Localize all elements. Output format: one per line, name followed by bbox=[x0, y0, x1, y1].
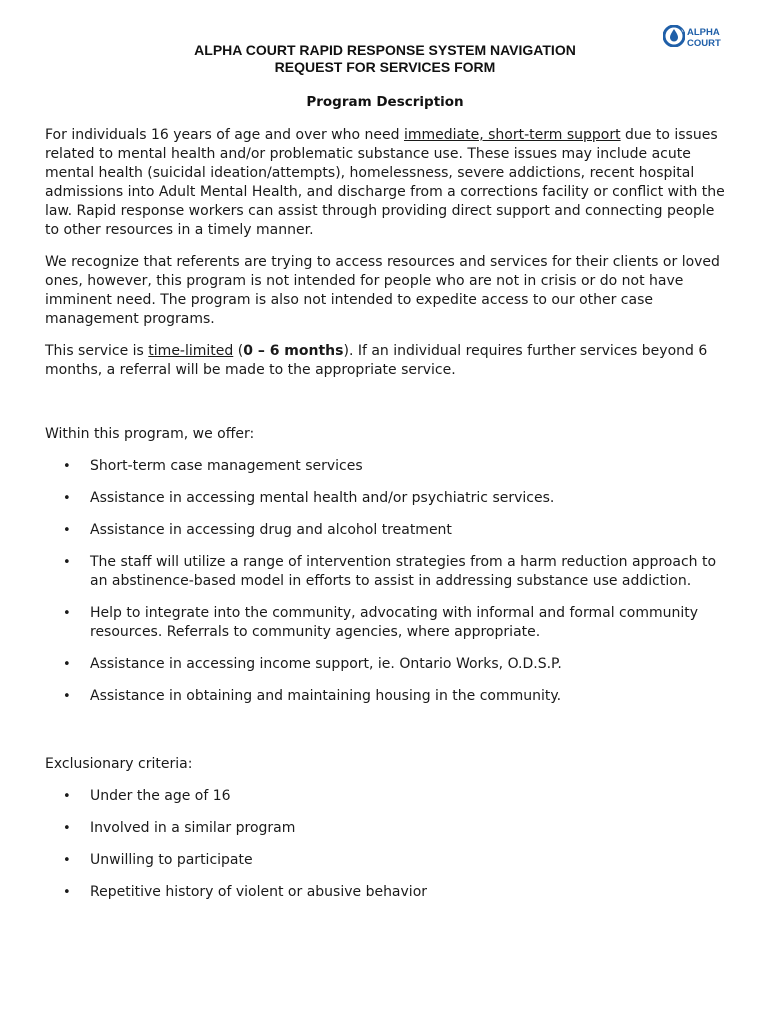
offer-list-item bbox=[63, 457, 730, 476]
offer-text: Short-term case management services bbox=[90, 458, 363, 474]
offer-list-item bbox=[63, 553, 730, 591]
bullet-icon: • bbox=[63, 491, 71, 506]
exclusions-label: Exclusionary criteria: bbox=[45, 756, 193, 772]
bullet-icon: • bbox=[63, 459, 71, 474]
intro-p1-underlined: immediate, short-term support bbox=[403, 127, 621, 143]
page-title-line-2: REQUEST FOR SERVICES FORM bbox=[274, 59, 496, 75]
intro-paragraph-3 bbox=[45, 342, 730, 380]
bullet-icon: • bbox=[63, 853, 71, 868]
offers-label: Within this program, we offer: bbox=[45, 426, 255, 442]
bullet-icon: • bbox=[63, 885, 71, 900]
exclusion-text: Involved in a similar program bbox=[90, 820, 296, 836]
exclusion-list-item bbox=[63, 819, 730, 838]
bullet-icon: • bbox=[63, 606, 71, 621]
offer-text: Assistance in accessing drug and alcohol treatment bbox=[90, 522, 452, 538]
bullet-icon: • bbox=[63, 523, 71, 538]
intro-paragraph-2: We recognize that referents are trying to access resources and services for their clients or loved ones, however, this program is not intended for people who are not in crisis or do not have imminent need. The program is also not intended to expedite access to our other case management programs. bbox=[45, 254, 720, 327]
offer-list-item bbox=[63, 687, 730, 706]
bullet-icon: • bbox=[63, 789, 71, 804]
page-title-line-1: ALPHA COURT RAPID RESPONSE SYSTEM NAVIGATION bbox=[194, 42, 576, 58]
intro-p3-text-c: ). If an individual requires further services beyond 6 months, a referral will be made to the appropriate service. bbox=[45, 343, 708, 378]
offer-text: Help to integrate into the community, advocating with informal and formal community resources. Referrals to community agencies, where appropriate. bbox=[90, 605, 699, 640]
offer-text: Assistance in accessing mental health and/or psychiatric services. bbox=[90, 490, 555, 506]
intro-p3-text-b: ( bbox=[233, 343, 244, 359]
bullet-icon: • bbox=[63, 821, 71, 836]
offer-text: Assistance in accessing income support, ie. Ontario Works, O.D.S.P. bbox=[90, 656, 562, 672]
intro-p3-bold: 0 – 6 months bbox=[243, 343, 344, 359]
bullet-icon: • bbox=[63, 555, 71, 570]
offer-list-item bbox=[63, 489, 730, 508]
offer-list-item bbox=[63, 604, 730, 642]
logo-line-2: COURT bbox=[687, 37, 721, 49]
exclusion-list-item bbox=[63, 787, 730, 806]
offer-text: The staff will utilize a range of intervention strategies from a harm reduction approach to an abstinence-based model in efforts to assist in addressing substance use addiction. bbox=[90, 554, 717, 589]
bullet-icon: • bbox=[63, 689, 71, 704]
intro-p1-text-b: due to issues related to mental health and/or problematic substance use. These issues may include acute mental health (suicidal ideation/attempts), homelessness, severe addictions, recent hospital admissions into Adult Mental Health, and discharge from a corrections facility or conflict with the law. Rapid response workers can assist through providing direct support and connecting people to other resources in a timely manner. bbox=[45, 127, 725, 238]
intro-p3-underlined: time-limited bbox=[148, 343, 234, 359]
exclusion-list-item bbox=[63, 883, 730, 902]
offer-text: Assistance in obtaining and maintaining housing in the community. bbox=[90, 688, 562, 704]
exclusion-text: Unwilling to participate bbox=[90, 852, 253, 868]
intro-p3-text-a: This service is bbox=[45, 343, 149, 359]
page-title bbox=[0, 42, 770, 76]
logo-line-1: ALPHA bbox=[687, 27, 720, 38]
offer-list-item bbox=[63, 655, 730, 674]
exclusion-text: Repetitive history of violent or abusive behavior bbox=[90, 884, 428, 900]
intro-p1-text-a: For individuals 16 years of age and over who need bbox=[45, 127, 404, 143]
bullet-icon: • bbox=[63, 657, 71, 672]
intro-paragraph-1 bbox=[45, 126, 730, 240]
exclusion-text: Under the age of 16 bbox=[90, 788, 231, 804]
exclusion-list-item bbox=[63, 851, 730, 870]
section-heading: Program Description bbox=[306, 94, 464, 110]
offer-list-item bbox=[63, 521, 730, 540]
